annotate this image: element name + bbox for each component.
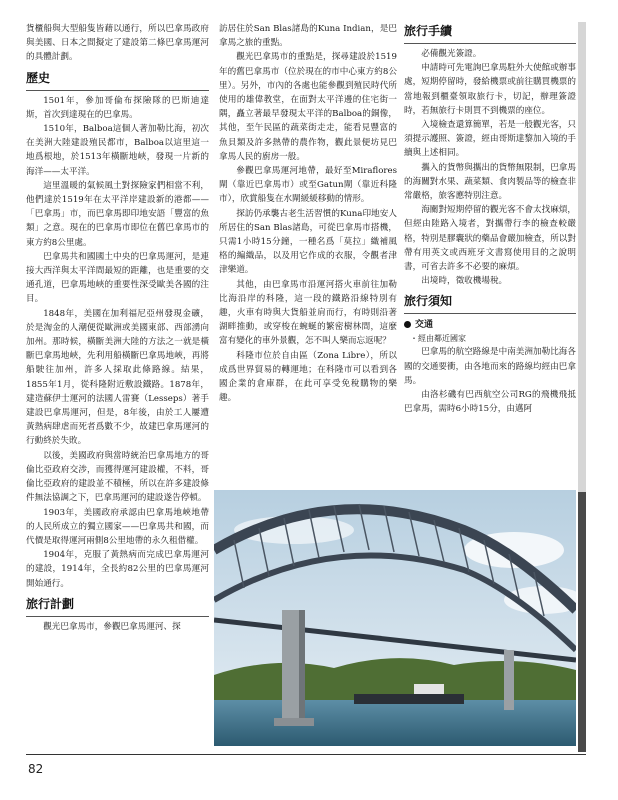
transport-label: 交通: [415, 320, 434, 331]
bridge-pier-shade: [299, 610, 305, 720]
procedures-paragraph-2: 申請時可先電詢巴拿馬駐外大使館或辦事處，短期停留時，發給機票或前往購買機票的當地報到櫃臺領取旅行卡，切記，辦理簽證時，若無旅行卡則買不到機票的座位。: [404, 63, 576, 116]
procedures-paragraph-4: 攜入的貨幣與攜出的貨幣無限制，巴拿馬的海關對水果、蔬菜類、食肉製品等的檢查非常嚴格，旅客應特別注意。: [404, 162, 576, 202]
history-paragraph-1: 1501年，參加哥倫布探險隊的巴斯迪達斯，首次到達現在的巴拿馬。: [26, 95, 209, 120]
pier-base: [274, 718, 314, 726]
transport-subheading: [404, 318, 576, 332]
col2-paragraph-3: 參觀巴拿馬運河地帶，最好至Miraflores閘（靠近巴拿馬市）或至Gatun閘（靠近科隆市），欣賞船隻在水閘緩緩移動的情形。: [219, 166, 397, 205]
bridge-illustration: [214, 490, 576, 746]
column-2: [219, 22, 397, 405]
history-paragraph-4: 巴拿馬共和國國土中央的巴拿馬運河，是連接大西洋與太平洋間最短的距離，也是重要的交通孔道，巴拿馬地峽的重要性深受歐美各國的注目。: [26, 251, 209, 305]
col2-paragraph-6: 科隆市位於自由區（Zona Libre），所以成爲世界貿易的轉運地；在科隆市可以看到各國企業的倉庫群，在此可享受免稅購物的樂趣。: [219, 350, 397, 404]
travel-plan-heading: 旅行計劃: [26, 596, 75, 611]
procedures-paragraph-6: 出境時，徵收機場稅。: [421, 276, 508, 287]
col2-paragraph-5: 其他，由巴拿馬市沿運河搭火車前往加勒比海沿岸的科隆，這一段的鐵路沿線特別有趣，火車有時與大貨船並肩而行，有時則沿著湖畔推動，或穿梭在蜿蜒的繁密樹林間，這麼富有變化的車外景觀，怎不叫人樂而忘返呢？: [219, 279, 397, 347]
ship-cabin: [414, 684, 444, 694]
notes-heading: 旅行須知: [404, 294, 453, 309]
history-paragraph-7: 1903年，美國政府承認由巴拿馬地峽地帶的人民所成立的獨立國家——巴拿馬共和國，而代價是取得運河兩側8公里地帶的永久租借權。: [26, 507, 209, 546]
bridge-pier: [282, 610, 300, 720]
transport-paragraph-1: 巴拿馬的航空路線是中南美洲加勒比海各國的交通要衝，由各地而來的路線均經由巴拿馬。: [404, 347, 576, 386]
footer-rule: [26, 754, 586, 755]
ship: [354, 694, 464, 704]
procedures-heading-rule: [404, 43, 576, 44]
bridge-pier: [504, 650, 514, 710]
history-heading: 歷史: [26, 70, 51, 85]
side-tab-dark: [578, 492, 586, 752]
history-paragraph-8: 1904年，克服了黃熱病而完成巴拿馬運河的建設，1914年，全長約82公里的巴拿馬運河開始通行。: [26, 550, 209, 589]
history-paragraph-6: 以後，美國政府與當時統治巴拿馬地方的哥倫比亞政府交涉，而獲得運河建設權，不料，哥倫比亞政府的建設並不積極，所以在許多建設條件無法協調之下，巴拿馬運河的建設遂告停頓。: [26, 450, 209, 504]
travel-plan-paragraph: 觀光巴拿馬市，參觀巴拿馬運河、探: [43, 621, 181, 632]
bridge-photo: [214, 490, 576, 746]
intro-paragraph: 貨櫃船與大型船隻皆藉以通行，所以巴拿馬政府與美國、日本之間擬定了建設第二條巴拿馬運河的具體計劃。: [26, 24, 209, 63]
col2-paragraph-2: 觀光巴拿馬市的重點是，探尋建設於1519年的舊巴拿馬市（位於現在的市中心東方約8公里）。另外，市內的各處也能參觀到殖民時代所使用的雄偉教堂，在面對太平洋邊的住宅街一隅，矗立著最早發現太平洋的Balboa的銅像，其他，至午民區的蔬菜街走走，能看見豐富的魚貝類及許多熱帶的農作物，觀此景便坊見巴拿馬人民的廚房一般。: [219, 52, 397, 162]
water: [214, 700, 576, 746]
column-3: [404, 22, 576, 416]
column-1: [26, 22, 209, 634]
col2-paragraph-1: 訪居住於San Blas諸島的Kuna Indian，是巴拿馬之旅的重點。: [219, 24, 397, 49]
history-paragraph-2: 1510年，Balboa這個人著加勒比海，初次在美洲大陸建設殖民都市，Balboa以這里這一地爲根地，於1513年橫斷地峽，發現一片新的海洋——太平洋。: [26, 124, 209, 177]
travel-plan-heading-rule: [26, 616, 209, 617]
notes-heading-rule: [404, 313, 576, 314]
side-tab-light: [578, 22, 586, 492]
page-side-tab: [578, 22, 586, 752]
col2-paragraph-4: 探訪仍承襲古老生活習慣的Kuna印地安人所居住的San Blas諸島，可從巴拿馬市搭機，只需1小時15分鐘，一種名爲「莫拉」織補風格的編織品，以及用它作成的衣服，令觀者津津樂道。: [219, 208, 397, 276]
history-paragraph-3: 這里溫暖的氣候風土對探險家們相當不利，他們達於1519年在太平洋岸建設新的港都——「巴拿馬」市，而巴拿馬即印地安語「豐富的魚類」之意。現在的巴拿馬市即位在舊巴拿馬市的東方約8公里處。: [26, 180, 209, 248]
transport-paragraph-2: 由洛杉磯有巴西航空公司RG的飛機飛抵巴拿馬，需時6小時15分，由邁阿: [404, 390, 576, 415]
procedures-paragraph-3: 入境檢查還算簡單，若是一般觀光客，只須提示護照、簽證，經由哥斯達黎加入境的手續與上述相同。: [404, 120, 576, 159]
procedures-heading: 旅行手續: [404, 24, 453, 38]
procedures-paragraph-1: 必備觀光簽證。: [421, 49, 482, 59]
procedures-paragraph-5: 海關對短期停留的觀光客不會太找麻煩，但經由陸路入境者，對攜帶行李的檢查較嚴格，特別是膠囊狀的藥品會嚴加檢查，所以對帶有用英文或西班牙文書寫使用目的之說明書，可省去許多不必要的麻煩。: [404, 205, 576, 273]
bullet-icon: [404, 321, 411, 328]
history-heading-rule: [26, 90, 209, 91]
history-paragraph-5: 1848年，美國在加利福尼亞州發現金礦，於是淘金的人潮便從歐洲或美國東部、西部湧向加州。那時候，橫斷美洲大陸的方法之一就是橫斷巴拿馬地峽，先利用船橫斷巴拿馬地峽，再將船駛往加州，許多人採取此條路線。結果，1855年1月，從科隆附近敷設鐵路。1878年，建造蘇伊士運河的法國人雷賽（Lesseps）著手建設巴拿馬運河，但是，8年後，由於工人屢遭黃熱病肆虐而死者爲數不少，故建巴拿馬運河的行動終於失敗。: [26, 308, 209, 447]
page-number: 82: [28, 762, 44, 776]
transport-sub-label: ・經由鄰近國家: [410, 334, 466, 344]
